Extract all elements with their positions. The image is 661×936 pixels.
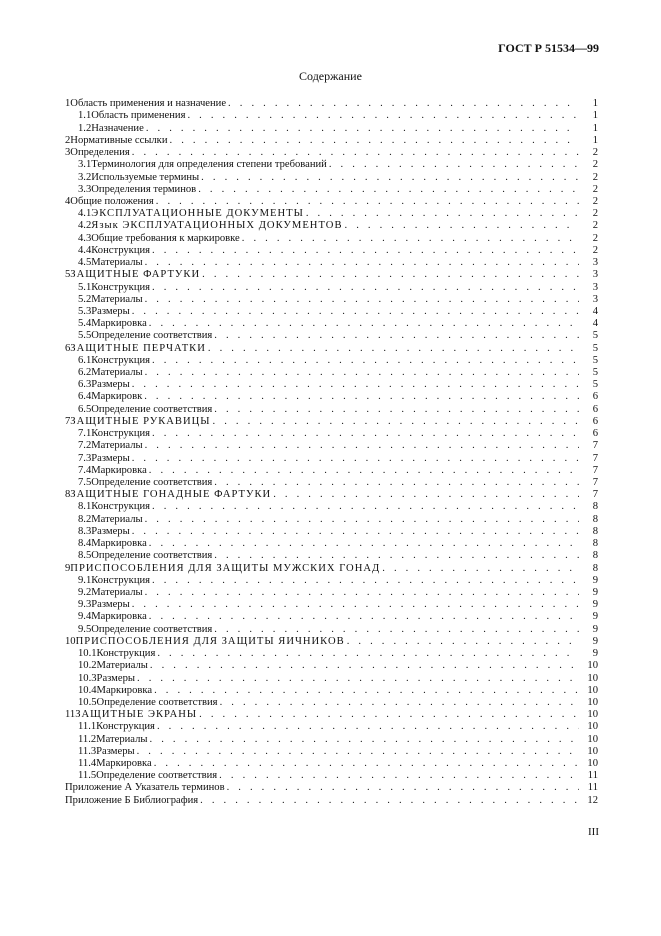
toc-entry-number: 5.1 (78, 281, 92, 293)
toc-entry-title: Размеры (91, 452, 130, 464)
toc-entry-page: 8 (592, 501, 598, 513)
toc-entry-page: 2 (592, 220, 598, 232)
toc-entry-number: 9.2 (78, 586, 92, 598)
toc-entry-title: Размеры (91, 379, 130, 391)
toc-entry (65, 146, 598, 158)
toc-entry (65, 561, 598, 573)
toc-entry (65, 415, 598, 427)
toc-entry-number: 10.1 (78, 648, 97, 660)
toc-entry-number: 8.3 (78, 525, 92, 537)
toc-entry-page: 7 (592, 464, 598, 476)
toc-leader-dots (152, 245, 579, 256)
toc-entry-title: Маркировк (91, 391, 143, 403)
toc-entry-number: 10 (65, 635, 76, 647)
toc-entry (65, 134, 598, 146)
toc-entry-title: Маркировка (91, 464, 147, 476)
toc-leader-dots (306, 208, 579, 219)
toc-entry-page: 10 (587, 660, 598, 672)
toc-entry-title: Материалы (91, 293, 143, 305)
toc-entry (65, 378, 598, 390)
toc-entry-title: ЭКСПЛУАТАЦИОННЫЕ ДОКУМЕНТЫ (91, 208, 304, 220)
toc-leader-dots (145, 587, 579, 598)
toc-leader-dots (198, 184, 579, 195)
toc-entry-title: Конструкция (96, 648, 156, 660)
toc-leader-dots (201, 172, 579, 183)
toc-leader-dots (149, 538, 579, 549)
toc-entry-number: 7 (65, 415, 71, 427)
toc-leader-dots (200, 795, 579, 806)
toc-entry-page: 10 (587, 758, 598, 770)
toc-entry-page: 7 (592, 452, 598, 464)
toc-leader-dots (154, 685, 579, 696)
toc-entry-number: 7.4 (78, 464, 92, 476)
toc-entry (65, 622, 598, 634)
toc-entry-title: Маркировка (91, 611, 147, 623)
toc-entry-number: 6.2 (78, 367, 92, 379)
toc-leader-dots (347, 636, 579, 647)
toc-entry-page: 5 (592, 330, 598, 342)
toc-leader-dots (214, 330, 579, 341)
toc-entry (65, 317, 598, 329)
toc-entry-title: Назначение (91, 122, 144, 134)
toc-entry-page: 6 (592, 428, 598, 440)
toc-entry-title: Определение соответствия (91, 403, 213, 415)
toc-entry-title: Приложение Б Библиография (65, 794, 199, 806)
toc-entry-title: Маркировка (96, 758, 152, 770)
toc-entry-page: 1 (592, 134, 598, 146)
toc-entry-title: ПРИСПОСОБЛЕНИЯ ДЛЯ ЗАЩИТЫ МУЖСКИХ ГОНАД (70, 562, 381, 574)
toc-entry-page: 11 (587, 782, 598, 794)
toc-entry-number: 4.5 (78, 257, 92, 269)
toc-entry (65, 366, 598, 378)
toc-leader-dots (146, 123, 579, 134)
toc-leader-dots (202, 269, 579, 280)
toc-leader-dots (152, 575, 579, 586)
toc-entry (65, 219, 598, 231)
toc-entry (65, 268, 598, 280)
toc-entry-title: Нормативные ссылки (70, 134, 168, 146)
toc-entry-title: Определение соответствия (91, 477, 213, 488)
toc-leader-dots (132, 453, 579, 464)
toc-entry (65, 390, 598, 402)
toc-entry-page: 8 (592, 525, 598, 537)
toc-leader-dots (132, 379, 579, 390)
toc-entry-title: Определение соответствия (91, 550, 213, 562)
toc-entry-title: Определение соответствия (96, 696, 218, 708)
toc-entry (65, 329, 598, 341)
toc-entry (65, 231, 598, 243)
toc-entry-page: 9 (592, 574, 598, 586)
toc-entry-title: Определение соответствия (91, 330, 213, 342)
toc-entry-number: 6.5 (78, 403, 92, 415)
toc-entry-title: Материалы (91, 586, 143, 598)
toc-entry-page: 7 (592, 489, 598, 501)
toc-entry-page: 3 (592, 281, 598, 293)
toc-leader-dots (219, 770, 579, 781)
toc-entry-title: Конструкция (91, 354, 151, 366)
toc-entry-number: 1.2 (78, 122, 92, 134)
toc-leader-dots (132, 147, 579, 158)
toc-leader-dots (170, 135, 579, 146)
toc-entry-title: Размеры (91, 525, 130, 537)
toc-entry-page: 4 (592, 318, 598, 330)
toc-entry-number: 3.2 (78, 171, 92, 183)
toc-entry (65, 781, 598, 793)
toc-entry-number: 3 (65, 147, 71, 159)
toc-entry-number: 4.1 (78, 208, 92, 220)
toc-leader-dots (273, 489, 579, 500)
toc-entry-number: 9.5 (78, 623, 92, 635)
toc-entry (65, 793, 598, 805)
toc-entry-number: 7.3 (78, 452, 92, 464)
toc-entry-title: Маркировка (91, 538, 147, 550)
toc-entry-number: 10.2 (78, 660, 97, 672)
toc-entry-title: Размеры (96, 672, 135, 684)
toc-entry-number: 4 (65, 195, 71, 207)
toc-entry-title: Конструкция (96, 721, 155, 733)
toc-leader-dots (220, 697, 579, 708)
toc-leader-dots (137, 746, 579, 757)
toc-entry (65, 476, 598, 488)
document-code: ГОСТ Р 51534—99 (498, 41, 599, 55)
toc-leader-dots (157, 721, 579, 732)
toc-entry-number: 7.2 (78, 440, 92, 452)
toc-entry-title: Терминология для определения степени требований (91, 159, 327, 171)
toc-entry-title: Конструкция (91, 501, 151, 513)
toc-entry-number: 5.3 (78, 305, 92, 317)
toc-leader-dots (214, 624, 579, 635)
toc-entry (65, 97, 598, 109)
toc-entry-page: 3 (592, 269, 598, 281)
toc-leader-dots (208, 343, 579, 354)
toc-entry-page: 6 (592, 415, 598, 427)
toc-entry-title: Используемые термины (91, 171, 200, 183)
toc-entry-number: 10.4 (78, 684, 97, 696)
toc-entry-page: 8 (592, 562, 598, 574)
toc-leader-dots (145, 367, 579, 378)
toc-entry-page: 2 (592, 183, 598, 195)
toc-leader-dots (149, 318, 579, 329)
toc-entry-title: ЗАЩИТНЫЕ ГОНАДНЫЕ ФАРТУКИ (70, 489, 272, 501)
toc-entry-number: 4.3 (78, 232, 92, 244)
toc-leader-dots (156, 196, 579, 207)
toc-entry-number: 8.5 (78, 550, 92, 562)
toc-entry-page: 8 (592, 513, 598, 525)
toc-entry-title: Материалы (91, 513, 143, 525)
toc-entry-number: 7.1 (78, 428, 92, 440)
toc-entry-number: 11.1 (78, 721, 97, 733)
toc-entry (65, 525, 598, 537)
toc-entry-number: 6.4 (78, 391, 92, 403)
toc-entry-title: Определение соответствия (91, 623, 213, 635)
toc-entry-page: 10 (587, 733, 598, 745)
toc-leader-dots (227, 782, 579, 793)
toc-entry-title: ЗАЩИТНЫЕ ЭКРАНЫ (75, 709, 198, 721)
toc-entry-number: 9.3 (78, 599, 92, 611)
toc-entry-page: 11 (587, 770, 598, 782)
toc-entry-number: 10.5 (78, 696, 97, 708)
toc-entry (65, 158, 598, 170)
toc-entry-page: 3 (592, 257, 598, 269)
toc-entry-page: 5 (592, 367, 598, 379)
toc-entry-page: 10 (587, 696, 598, 708)
toc-leader-dots (145, 514, 579, 525)
toc-entry-title: Конструкция (91, 244, 151, 256)
toc-entry (65, 769, 598, 781)
toc-entry (65, 732, 598, 744)
toc-entry (65, 500, 598, 512)
toc-leader-dots (228, 98, 579, 109)
toc-entry (65, 610, 598, 622)
toc-entry (65, 745, 598, 757)
toc-entry-title: Маркировка (91, 318, 147, 330)
toc-entry-title: Материалы (91, 257, 143, 269)
toc-entry-number: 6 (65, 342, 71, 354)
toc-entry (65, 757, 598, 769)
toc-entry-title: Размеры (96, 745, 135, 757)
toc-entry-page: 2 (592, 208, 598, 220)
toc-entry-page: 2 (592, 244, 598, 256)
toc-entry-page: 3 (592, 293, 598, 305)
toc-entry-page: 8 (592, 550, 598, 562)
toc-entry-page: 9 (592, 586, 598, 598)
toc-entry-number: 5.2 (78, 293, 92, 305)
toc-entry-page: 6 (592, 403, 598, 415)
toc-leader-dots (149, 465, 579, 476)
toc-entry-title: Область применения (91, 110, 186, 122)
toc-leader-dots (382, 563, 579, 574)
toc-entry-page: 1 (592, 98, 598, 110)
toc-entry-title: Определения (70, 147, 130, 159)
toc-entry-page: 7 (592, 477, 598, 488)
toc-entry-page: 9 (592, 648, 598, 660)
toc-entry-title: Материалы (91, 440, 143, 452)
toc-entry (65, 451, 598, 463)
toc-entry-number: 6.1 (78, 354, 92, 366)
toc-entry-title: Размеры (91, 599, 130, 611)
toc-entry-title: Язык ЭКСПЛУАТАЦИОННЫХ ДОКУМЕНТОВ (91, 220, 343, 232)
toc-entry-title: ЗАЩИТНЫЕ ФАРТУКИ (70, 269, 201, 281)
toc-leader-dots (145, 257, 579, 268)
toc-entry-page: 6 (592, 391, 598, 403)
toc-entry-number: 8.1 (78, 501, 92, 513)
toc-entry-number: 9 (65, 562, 71, 574)
toc-entry-number: 3.1 (78, 159, 92, 171)
toc-entry (65, 512, 598, 524)
toc-entry (65, 488, 598, 500)
toc-entry (65, 170, 598, 182)
toc-entry-title: Материалы (96, 660, 148, 672)
table-of-contents (65, 97, 598, 806)
toc-entry-title: ЗАЩИТНЫЕ РУКАВИЦЫ (70, 415, 211, 427)
toc-entry-number: 11.2 (78, 733, 97, 745)
toc-entry (65, 244, 598, 256)
toc-entry (65, 195, 598, 207)
toc-entry-page: 10 (587, 684, 598, 696)
toc-leader-dots (213, 416, 579, 427)
toc-entry-number: 1.1 (78, 110, 92, 122)
toc-entry-title: Конструкция (91, 281, 151, 293)
toc-entry-number: 3.3 (78, 183, 92, 195)
toc-entry-page: 9 (592, 623, 598, 635)
toc-entry-page: 9 (592, 599, 598, 611)
toc-leader-dots (154, 758, 579, 769)
toc-entry-number: 11.4 (78, 758, 97, 770)
toc-entry-page: 5 (592, 342, 598, 354)
toc-entry-page: 9 (592, 611, 598, 623)
toc-entry-page: 1 (592, 110, 598, 122)
toc-entry-number: 5 (65, 269, 71, 281)
toc-entry (65, 659, 598, 671)
page-number: III (588, 826, 599, 838)
toc-entry (65, 293, 598, 305)
toc-entry (65, 696, 598, 708)
toc-leader-dots (152, 501, 579, 512)
toc-leader-dots (199, 709, 579, 720)
toc-entry-page: 10 (587, 721, 598, 733)
toc-leader-dots (145, 294, 579, 305)
toc-leader-dots (132, 599, 579, 610)
toc-entry-title: Материалы (91, 367, 143, 379)
toc-entry (65, 684, 598, 696)
toc-leader-dots (152, 355, 579, 366)
toc-entry-page: 7 (592, 440, 598, 452)
toc-entry-title: Материалы (96, 733, 148, 745)
toc-entry (65, 708, 598, 720)
toc-leader-dots (187, 110, 579, 121)
toc-entry-page: 12 (587, 794, 598, 806)
toc-entry-page: 5 (592, 354, 598, 366)
toc-entry-number: 6.3 (78, 379, 92, 391)
toc-entry (65, 207, 598, 219)
toc-leader-dots (345, 220, 579, 231)
toc-entry-page: 4 (592, 305, 598, 317)
page-title: Содержание (299, 69, 362, 83)
toc-entry (65, 549, 598, 561)
toc-entry-page: 2 (592, 159, 598, 171)
toc-entry (65, 598, 598, 610)
toc-entry (65, 635, 598, 647)
toc-entry-number: 7.5 (78, 477, 92, 488)
toc-entry (65, 586, 598, 598)
toc-entry-number: 11.5 (78, 770, 97, 782)
toc-entry-title: ЗАЩИТНЫЕ ПЕРЧАТКИ (70, 342, 206, 354)
toc-entry-title: Определения терминов (91, 183, 197, 195)
toc-entry (65, 402, 598, 414)
toc-entry (65, 256, 598, 268)
toc-entry-number: 9.1 (78, 574, 92, 586)
toc-entry-page: 5 (592, 379, 598, 391)
toc-entry-title: Определение соответствия (96, 770, 218, 782)
toc-leader-dots (329, 159, 579, 170)
toc-entry-page: 10 (587, 745, 598, 757)
toc-entry-title: Конструкция (91, 574, 151, 586)
toc-entry (65, 109, 598, 121)
toc-entry-title: Приложение А Указатель терминов (65, 782, 225, 794)
toc-entry-page: 2 (592, 171, 598, 183)
toc-entry-number: 11 (65, 709, 76, 721)
toc-entry-number: 10.3 (78, 672, 97, 684)
toc-entry-title: Размеры (91, 305, 130, 317)
toc-entry-page: 1 (592, 122, 598, 134)
toc-entry-title: ПРИСПОСОБЛЕНИЯ ДЛЯ ЗАЩИТЫ ЯИЧНИКОВ (75, 635, 345, 647)
toc-entry-title: Общие требования к маркировке (91, 232, 240, 244)
toc-entry-page: 2 (592, 195, 598, 207)
toc-entry-page: 2 (592, 232, 598, 244)
toc-leader-dots (152, 282, 579, 293)
toc-leader-dots (242, 233, 579, 244)
toc-leader-dots (145, 440, 579, 451)
toc-entry (65, 183, 598, 195)
toc-entry (65, 427, 598, 439)
toc-leader-dots (157, 648, 579, 659)
toc-entry-number: 4.2 (78, 220, 92, 232)
toc-entry (65, 305, 598, 317)
toc-entry-title: Маркировка (96, 684, 153, 696)
toc-leader-dots (137, 673, 579, 684)
toc-entry-number: 4.4 (78, 244, 92, 256)
toc-leader-dots (149, 611, 579, 622)
toc-entry (65, 647, 598, 659)
toc-entry-title: Общие положения (70, 195, 154, 207)
toc-entry (65, 671, 598, 683)
toc-leader-dots (144, 391, 579, 402)
toc-entry (65, 537, 598, 549)
toc-entry-page: 2 (592, 147, 598, 159)
toc-leader-dots (132, 526, 579, 537)
toc-entry-number: 8.4 (78, 538, 92, 550)
toc-leader-dots (150, 734, 579, 745)
toc-entry (65, 280, 598, 292)
toc-entry-title: Конструкция (91, 428, 151, 440)
toc-entry (65, 720, 598, 732)
toc-leader-dots (150, 660, 579, 671)
toc-leader-dots (214, 404, 579, 415)
toc-entry (65, 121, 598, 133)
toc-entry-page: 10 (587, 709, 598, 721)
toc-entry (65, 439, 598, 451)
toc-entry-page: 8 (592, 538, 598, 550)
toc-entry (65, 574, 598, 586)
toc-entry-number: 8 (65, 489, 71, 501)
toc-entry-number: 5.5 (78, 330, 92, 342)
toc-entry-page: 10 (587, 672, 598, 684)
toc-entry (65, 464, 598, 476)
toc-entry-page: 9 (592, 635, 598, 647)
toc-entry (65, 341, 598, 353)
toc-leader-dots (214, 550, 579, 561)
toc-entry-number: 5.4 (78, 318, 92, 330)
toc-entry-title: Область применения и назначение (70, 98, 227, 110)
toc-leader-dots (132, 306, 579, 317)
toc-entry-number: 8.2 (78, 513, 92, 525)
toc-entry (65, 354, 598, 366)
toc-entry-number: 2 (65, 134, 71, 146)
toc-leader-dots (152, 428, 579, 439)
toc-entry-number: 1 (65, 98, 71, 110)
toc-leader-dots (214, 477, 579, 488)
toc-entry-number: 11.3 (78, 745, 97, 757)
toc-entry-number: 9.4 (78, 611, 92, 623)
